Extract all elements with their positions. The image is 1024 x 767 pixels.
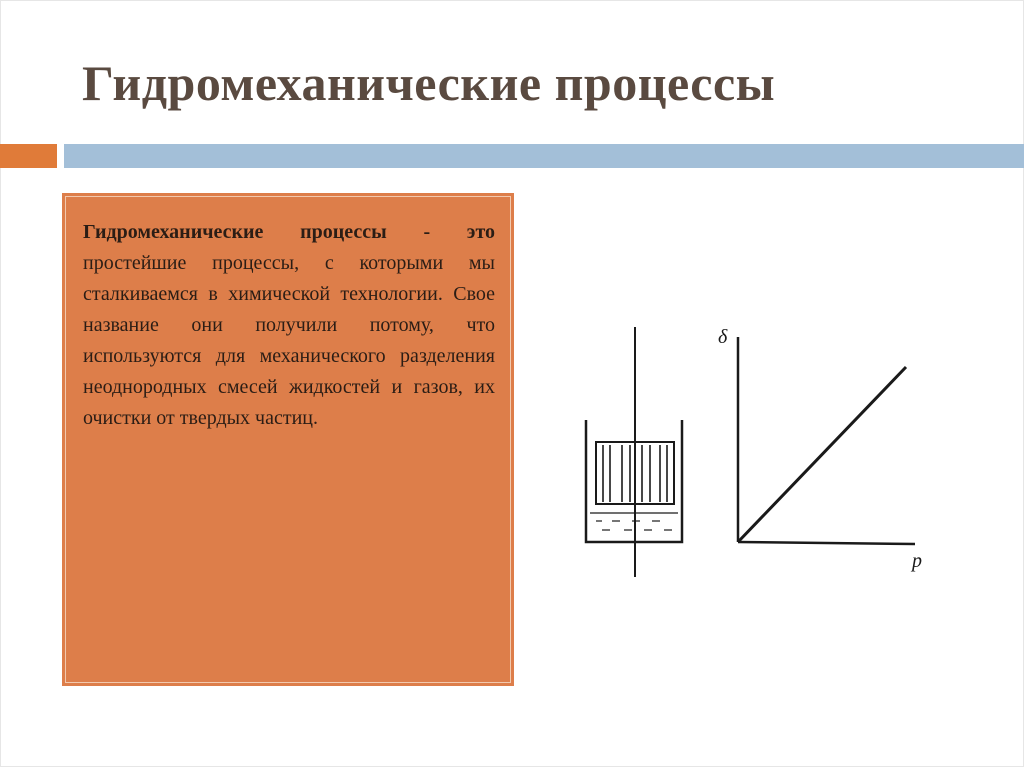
body-lead-bold: Гидромеханические процессы - это bbox=[83, 221, 495, 243]
slide-title: Гидромеханические процессы bbox=[82, 55, 776, 111]
body-paragraph bbox=[83, 217, 495, 434]
body-rest: простейшие процессы, с которыми мы сталкиваемся в химической технологии. Свое название они получили потому, что используются для механического разделения неоднородных смесей жидкостей и газов, их очистки от твердых частиц. bbox=[83, 252, 495, 429]
accent-bar-orange bbox=[0, 144, 57, 168]
graph-line bbox=[738, 367, 906, 542]
process-figure bbox=[540, 255, 960, 585]
graph-x-axis bbox=[738, 542, 915, 544]
accent-bar-blue bbox=[64, 144, 1024, 168]
graph-y-axis-label: δ bbox=[718, 326, 728, 348]
text-panel bbox=[62, 193, 514, 686]
graph bbox=[738, 337, 915, 544]
graph-x-axis-label: p bbox=[912, 550, 922, 572]
vessel-diagram bbox=[586, 327, 682, 577]
